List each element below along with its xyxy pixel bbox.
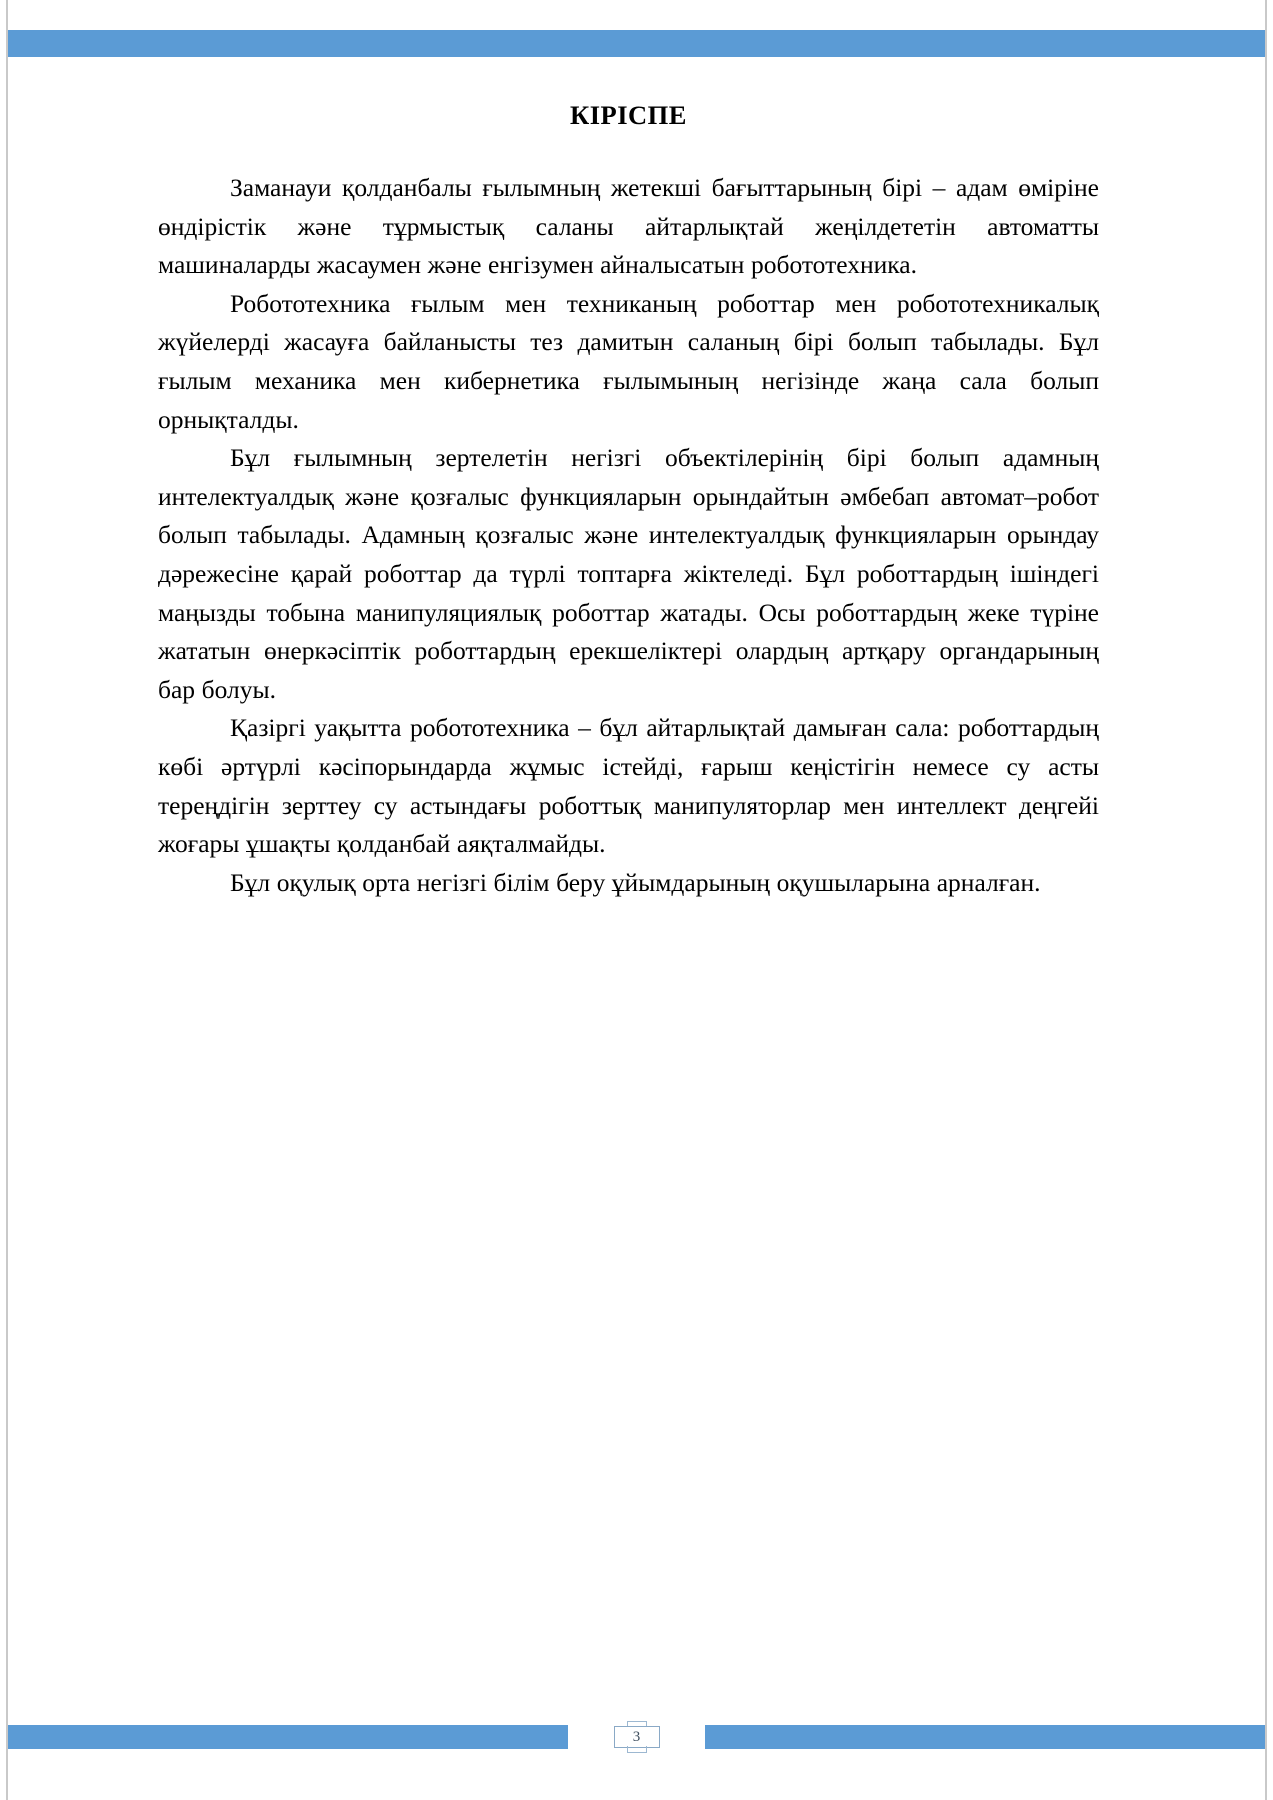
body-paragraph-5: Бұл оқулық орта негізгі білім беру ұйымдарының оқушыларына арналған. — [230, 867, 1041, 897]
page-content — [158, 100, 1099, 902]
badge-shape-icon — [614, 1722, 660, 1752]
page-right-border — [1265, 0, 1267, 1800]
body-paragraph-3: Бұл ғылымның зертелетін негізгі объектілерінің бірі болып адамның интелектуалдық және қозғалыс функцияларын орындайтын әмбебап автомат–робот болып табылады. Адамның қозғалыс және интелектуалдық функцияларын орындау дәрежесіне қарай роботтар да түрлі топтарға жіктеледі. Бұл роботтардың ішіндегі маңызды тобына манипуляциялық роботтар жатады. Осы роботтардың жеке түріне жататын өнеркәсіптік роботтардың ерекшеліктері олардың артқару органдарының бар болуы. — [158, 443, 1099, 704]
footer-band-left — [8, 1725, 568, 1749]
body-paragraph-2: Робототехника ғылым мен техниканың роботтар мен робототехникалық жүйелерді жасауға байланысты тез дамитын саланың бірі болып табылады. Бұл ғылым механика мен кибернетика ғылымының негізінде жаңа сала болып орнықталды. — [158, 288, 1099, 434]
footer-band-right — [705, 1725, 1265, 1749]
body-paragraph-1: Заманауи қолданбалы ғылымның жетекші бағыттарының бірі – адам өміріне өндірістік және тұрмыстық саланы айтарлықтай жеңілдететін автоматты машиналарды жасаумен және енгізумен айналысатын робототехника. — [158, 173, 1099, 280]
page-left-border — [6, 0, 8, 1800]
page-number-badge — [571, 1722, 702, 1752]
page-footer — [8, 1722, 1265, 1752]
page-number: 3 — [632, 1729, 641, 1745]
body-paragraph-4: Қазіргі уақытта робототехника – бұл айтарлықтай дамыған сала: роботтардың көбі әртүрлі кәсіпорындарда жұмыс істейді, ғарыш кеңістігін немесе су асты тереңдігін зерттеу су астындағы роботтық манипуляторлар мен интеллект деңгейі жоғары ұшақты қолданбай аяқталмайды. — [158, 713, 1099, 859]
header-decorative-band — [8, 30, 1265, 57]
page-title: КІРІСПЕ — [570, 100, 687, 130]
